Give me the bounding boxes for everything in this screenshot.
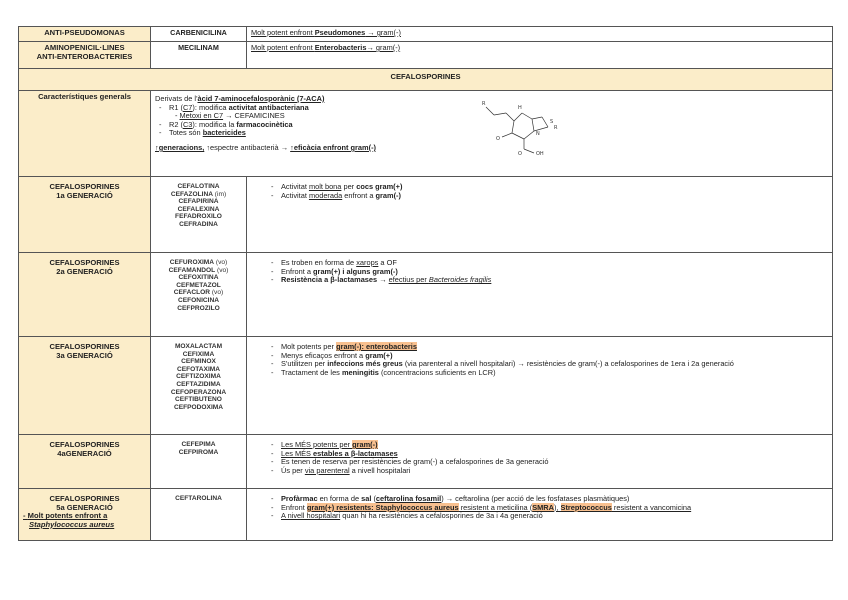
category-cell: CEFALOSPORINES 1a GENERACIÓ	[19, 177, 151, 253]
category-cell: CEFALOSPORINES 4aGENERACIÓ	[19, 435, 151, 489]
description-cell: - Es troben en forma de xarops a OF - Enfront a gram(+) i alguns gram(-) - Resistència a β-lactamases → efectius per Bacteroides fragilis	[247, 253, 833, 337]
section-banner: CEFALOSPORINES	[19, 69, 833, 91]
table-row	[19, 91, 833, 177]
general-cell: Derivats de l'àcid 7-aminocefalosporànic (7-ACA) - R1 (C7): modifica activitat antibacteriana - Metoxi en C7 → CEFAMICINES - R2 (C3): modifica la farmacocinètica - Totes són bactericides ↑generacions, ↑espectre antibacterià → ↑eficàcia enfront gram(-) R H S N O R O OH	[151, 91, 833, 177]
table-row	[19, 253, 833, 337]
drug-list: CEFUROXIMA (vo) CEFAMANDOL (vo) CEFOXITINA CEFMETAZOL CEFACLOR (vo) CEFONICINA CEFPROZILO	[151, 253, 247, 337]
svg-text:O: O	[518, 151, 522, 157]
svg-text:S: S	[550, 119, 554, 125]
antibiotics-table	[18, 26, 833, 541]
table-row	[19, 42, 833, 69]
table-row	[19, 27, 833, 42]
drug-list: MOXALACTAM CEFIXIMA CEFMINOX CEFOTAXIMA CEFTIZOXIMA CEFTAZIDIMA CEFOPERAZONA CEFTIBUTENO CEFPODOXIMA	[151, 337, 247, 435]
svg-text:OH: OH	[536, 151, 544, 157]
svg-text:R: R	[482, 101, 486, 107]
drug-cell: CARBENICILINA	[151, 27, 247, 42]
category-cell: Característiques generals	[19, 91, 151, 177]
svg-text:R: R	[554, 125, 558, 131]
drug-list: CEFALOTINA CEFAZOLINA (im) CEFAPIRINA CEFALEXINA FEFADROXILO CEFRADINA	[151, 177, 247, 253]
category-cell: AMINOPENICIL·LINES ANTI-ENTEROBACTERIES	[19, 42, 151, 69]
category-cell: CEFALOSPORINES 3a GENERACIÓ	[19, 337, 151, 435]
drug-cell: MECILINAM	[151, 42, 247, 69]
drug-list: CEFEPIMA CEFPIROMA	[151, 435, 247, 489]
category-cell: CEFALOSPORINES 2a GENERACIÓ	[19, 253, 151, 337]
description-cell: - Activitat molt bona per cocs gram(+) - Activitat moderada enfront a gram(-)	[247, 177, 833, 253]
table-row	[19, 69, 833, 91]
svg-text:N: N	[536, 131, 540, 137]
description-cell: Molt potent enfront Enterobacteris→ gram(-)	[247, 42, 833, 69]
table-row	[19, 177, 833, 253]
svg-text:O: O	[496, 136, 500, 142]
svg-text:H: H	[518, 105, 522, 111]
table-row	[19, 489, 833, 541]
description-cell: - Profàrmac en forma de sal (ceftarolina fosamil) → ceftarolina (per acció de les fosfatases plasmàtiques) - Enfront gram(+) resistents: Staphylococcus aureus resistent a meticilina (SMRA), Streptococcus resistent a vancomicina - A nivell hospitalari quan hi ha resistències a cefalosporines de 3a i 4a generació	[247, 489, 833, 541]
table-row	[19, 435, 833, 489]
table-row	[19, 337, 833, 435]
molecule-structure-icon	[476, 95, 576, 157]
description-cell: - Molt potents per gram(-): enterobacteris - Menys eficaços enfront a gram(+) - S'utilitzen per infeccions més greus (via parenteral a nivell hospitalari) → resistències de gram(-) a cefalosporines de 1era i 2a generació - Tractament de les meningitis (concentracions suficients en LCR)	[247, 337, 833, 435]
description-cell: Molt potent enfront Pseudomones → gram(-)	[247, 27, 833, 42]
category-cell: CEFALOSPORINES 5a GENERACIÓ - Molt potents enfront a Staphylococcus aureus	[19, 489, 151, 541]
page	[18, 26, 832, 541]
category-cell: ANTI-PSEUDOMONAS	[19, 27, 151, 42]
drug-list: CEFTAROLINA	[151, 489, 247, 541]
description-cell: - Les MÉS potents per gram(-) - Les MÉS estables a β-lactamases - Es tenen de reserva per resistències de gram(-) a cefalosporines de 3a generació - Ús per via parenteral a nivell hospitalari	[247, 435, 833, 489]
